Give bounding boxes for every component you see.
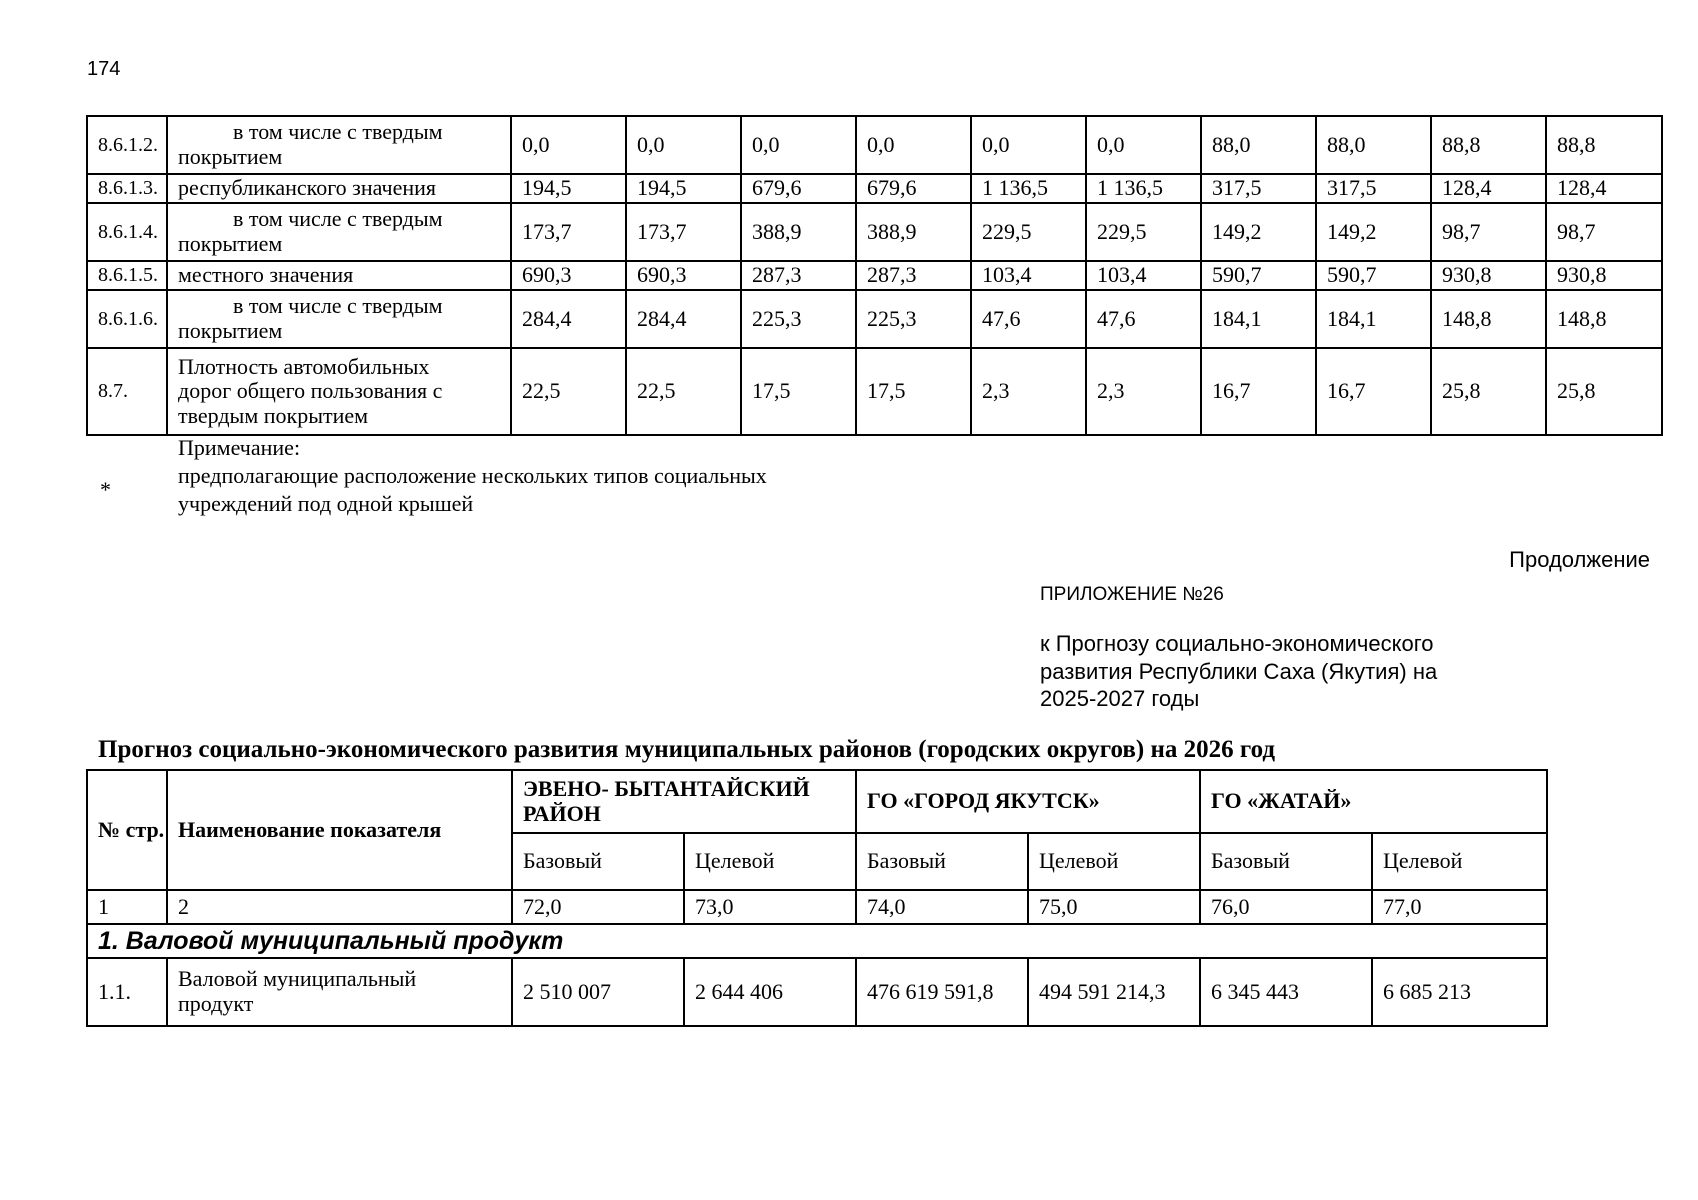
value-cell: 16,7 (1316, 348, 1431, 435)
table-row (87, 203, 1662, 261)
value-cell: 317,5 (1316, 174, 1431, 203)
value-cell: 194,5 (511, 174, 626, 203)
value-cell: 1 136,5 (971, 174, 1086, 203)
value-cell: 284,4 (511, 290, 626, 348)
value-cell: 679,6 (856, 174, 971, 203)
value-cell: 148,8 (1546, 290, 1662, 348)
header-scenario: Базовый (512, 833, 684, 890)
note-block (178, 434, 767, 518)
indicator-name (167, 290, 511, 348)
appendix-desc-line-3: 2025-2027 годы (1040, 686, 1200, 711)
value-cell: 388,9 (856, 203, 971, 261)
header-scenario: Целевой (684, 833, 856, 890)
indicator-name (167, 174, 511, 203)
page-number: 174 (87, 58, 121, 80)
value-cell: 0,0 (1086, 116, 1201, 174)
row-number: 8.6.1.6. (87, 290, 167, 348)
value-cell: 128,4 (1431, 174, 1546, 203)
appendix-description (1040, 630, 1540, 713)
value-cell: 1 136,5 (1086, 174, 1201, 203)
indicator-name-line: Валовой муниципальный (178, 966, 417, 992)
value-cell: 148,8 (1431, 290, 1546, 348)
value-cell: 128,4 (1546, 174, 1662, 203)
index-cell: 73,0 (684, 890, 856, 924)
header-row-number: № стр. (87, 770, 167, 890)
appendix-desc-line-2: развития Республики Саха (Якутия) на (1040, 658, 1438, 684)
indicator-name-line: в том числе с твердым (233, 119, 443, 145)
value-cell: 6 345 443 (1200, 958, 1372, 1026)
value-cell: 17,5 (741, 348, 856, 435)
column-index-row (87, 890, 1547, 924)
value-cell: 476 619 591,8 (856, 958, 1028, 1026)
header-indicator-name: Наименование показателя (167, 770, 512, 890)
index-cell: 74,0 (856, 890, 1028, 924)
value-cell: 225,3 (741, 290, 856, 348)
value-cell: 103,4 (1086, 261, 1201, 290)
value-cell: 103,4 (971, 261, 1086, 290)
header-scenario: Целевой (1372, 833, 1547, 890)
header-scenario: Базовый (856, 833, 1028, 890)
value-cell: 88,0 (1316, 116, 1431, 174)
value-cell: 225,3 (856, 290, 971, 348)
indicator-name-line: покрытием (178, 318, 283, 343)
indicator-name (167, 348, 511, 435)
table-row (87, 958, 1547, 1026)
value-cell: 590,7 (1201, 261, 1316, 290)
value-cell: 317,5 (1201, 174, 1316, 203)
table-row (87, 348, 1662, 435)
section-heading: 1. Валовой муниципальный продукт (87, 924, 1547, 958)
value-cell: 229,5 (1086, 203, 1201, 261)
table-row (87, 174, 1662, 203)
value-cell: 284,4 (626, 290, 741, 348)
note-title: Примечание: (178, 435, 301, 460)
row-number: 8.7. (87, 348, 167, 435)
value-cell: 0,0 (741, 116, 856, 174)
value-cell: 194,5 (626, 174, 741, 203)
continuation-label: Продолжение (1509, 547, 1650, 572)
note-line-1: предполагающие расположение нескольких типов социальных (178, 463, 767, 489)
indicator-name-line: продукт (178, 991, 254, 1016)
index-cell: 2 (167, 890, 512, 924)
value-cell: 2,3 (1086, 348, 1201, 435)
value-cell: 88,0 (1201, 116, 1316, 174)
value-cell: 25,8 (1431, 348, 1546, 435)
value-cell: 2 510 007 (512, 958, 684, 1026)
indicator-name (167, 203, 511, 261)
row-number: 1.1. (87, 958, 167, 1026)
note-line-2: учреждений под одной крышей (178, 491, 474, 517)
index-cell: 77,0 (1372, 890, 1547, 924)
value-cell: 679,6 (741, 174, 856, 203)
indicator-name-line: покрытием (178, 231, 283, 256)
value-cell: 173,7 (626, 203, 741, 261)
index-cell: 1 (87, 890, 167, 924)
value-cell: 2,3 (971, 348, 1086, 435)
value-cell: 0,0 (626, 116, 741, 174)
value-cell: 590,7 (1316, 261, 1431, 290)
index-cell: 76,0 (1200, 890, 1372, 924)
value-cell: 388,9 (741, 203, 856, 261)
indicators-table-continued (86, 115, 1663, 436)
value-cell: 88,8 (1431, 116, 1546, 174)
table-row (87, 261, 1662, 290)
forecast-table (86, 769, 1548, 1027)
value-cell: 47,6 (1086, 290, 1201, 348)
value-cell: 184,1 (1201, 290, 1316, 348)
row-number: 8.6.1.3. (87, 174, 167, 203)
value-cell: 229,5 (971, 203, 1086, 261)
value-cell: 287,3 (856, 261, 971, 290)
value-cell: 88,8 (1546, 116, 1662, 174)
index-cell: 72,0 (512, 890, 684, 924)
forecast-title: Прогноз социально-экономического развития муниципальных районов (городских округов) на 2026 год (98, 736, 1276, 763)
header-district-1: ЭВЕНО- БЫТАНТАЙСКИЙ РАЙОН (512, 770, 856, 833)
table-row (87, 290, 1662, 348)
value-cell: 98,7 (1546, 203, 1662, 261)
indicator-name-line: дорог общего пользования с (178, 378, 443, 404)
table-row (87, 116, 1662, 174)
indicator-name-line: твердым покрытием (178, 402, 369, 428)
value-cell: 0,0 (511, 116, 626, 174)
value-cell: 690,3 (626, 261, 741, 290)
row-number: 8.6.1.4. (87, 203, 167, 261)
value-cell: 98,7 (1431, 203, 1546, 261)
appendix-desc-line-1: к Прогнозу социально-экономического (1040, 631, 1434, 656)
indicator-name-line: в том числе с твердым (233, 293, 443, 319)
value-cell: 6 685 213 (1372, 958, 1547, 1026)
value-cell: 22,5 (511, 348, 626, 435)
value-cell: 22,5 (626, 348, 741, 435)
value-cell: 16,7 (1201, 348, 1316, 435)
indicator-name-line: в том числе с твердым (233, 206, 443, 232)
indicator-name (167, 261, 511, 290)
header-scenario: Базовый (1200, 833, 1372, 890)
value-cell: 930,8 (1431, 261, 1546, 290)
value-cell: 0,0 (856, 116, 971, 174)
value-cell: 149,2 (1316, 203, 1431, 261)
value-cell: 494 591 214,3 (1028, 958, 1200, 1026)
indicator-name-line: покрытием (178, 144, 283, 169)
value-cell: 47,6 (971, 290, 1086, 348)
indicator-name-line: республиканского значения (178, 175, 437, 201)
value-cell: 930,8 (1546, 261, 1662, 290)
value-cell: 149,2 (1201, 203, 1316, 261)
value-cell: 25,8 (1546, 348, 1662, 435)
row-number: 8.6.1.2. (87, 116, 167, 174)
indicator-name-line: Плотность автомобильных (178, 353, 430, 379)
row-number: 8.6.1.5. (87, 261, 167, 290)
value-cell: 0,0 (971, 116, 1086, 174)
indicator-name (167, 116, 511, 174)
header-district-3: ГО «ЖАТАЙ» (1200, 770, 1547, 833)
index-cell: 75,0 (1028, 890, 1200, 924)
value-cell: 690,3 (511, 261, 626, 290)
value-cell: 17,5 (856, 348, 971, 435)
header-district-2: ГО «ГОРОД ЯКУТСК» (856, 770, 1200, 833)
value-cell: 2 644 406 (684, 958, 856, 1026)
appendix-label: ПРИЛОЖЕНИЕ №26 (1040, 584, 1224, 605)
value-cell: 287,3 (741, 261, 856, 290)
indicator-name-line: местного значения (178, 262, 354, 288)
indicator-name (167, 958, 512, 1026)
note-asterisk: * (100, 477, 111, 502)
value-cell: 173,7 (511, 203, 626, 261)
value-cell: 184,1 (1316, 290, 1431, 348)
header-scenario: Целевой (1028, 833, 1200, 890)
